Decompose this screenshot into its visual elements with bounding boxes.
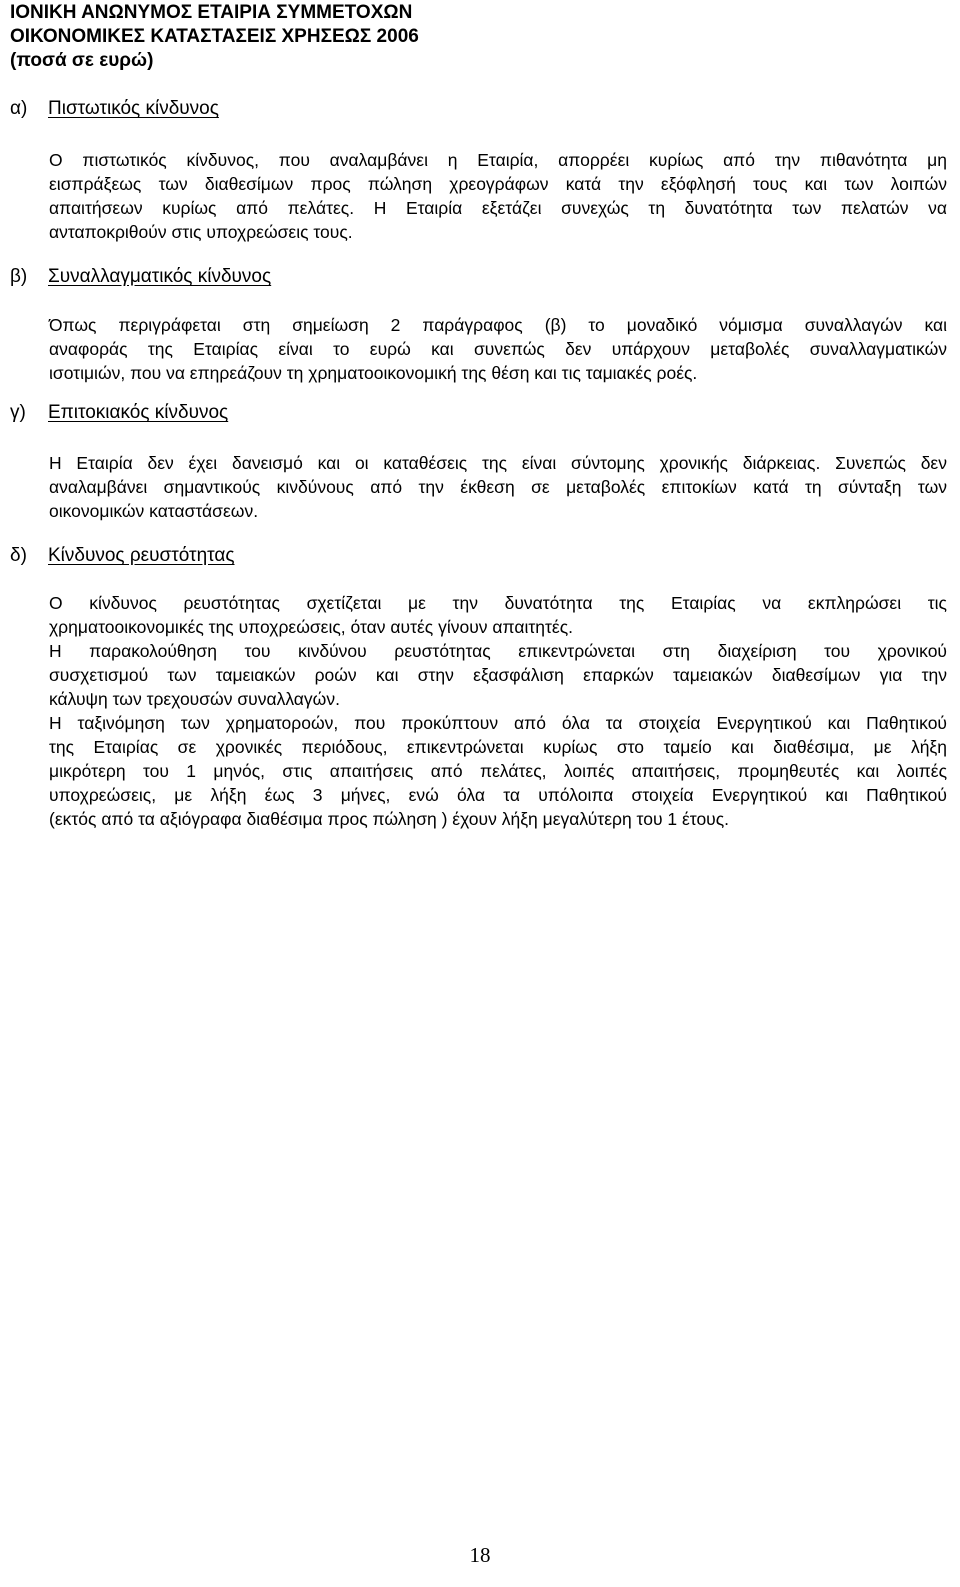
text-line: Ο πιστωτικός κίνδυνος, που αναλαμβάνει η Εταιρία, απορρέει κυρίως από την πιθανότητα μη xyxy=(49,150,947,170)
text-line: (εκτός από τα αξιόγραφα διαθέσιμα προς πώληση ) έχουν λήξη μεγαλύτερη του 1 έτους. xyxy=(49,809,730,829)
section-letter: α) xyxy=(10,98,28,119)
statements-title: ΟΙΚΟΝΟΜΙΚΕΣ ΚΑΤΑΣΤΑΣΕΙΣ ΧΡΗΣΕΩΣ 2006 xyxy=(10,26,419,47)
page-number: 18 xyxy=(469,1543,491,1567)
section-heading: Κίνδυνος ρευστότητας xyxy=(48,545,235,566)
text-line: συσχετισμού των ταμειακών ροών και στην εξασφάλιση επαρκών ταμειακών διαθεσίμων για την xyxy=(49,665,947,685)
text-line: ανταποκριθούν στις υποχρεώσεις τους. xyxy=(49,222,353,242)
text-line: Όπως περιγράφεται στη σημείωση 2 παράγραφος (β) το μοναδικό νόμισμα συναλλαγών και xyxy=(49,315,947,335)
section-letter: β) xyxy=(10,266,28,287)
section-letter: δ) xyxy=(10,545,27,566)
text-line: Η Εταιρία δεν έχει δανεισμό και οι καταθέσεις της είναι σύντομης χρονικής διάρκειας. Συνεπώς δεν xyxy=(49,453,947,473)
text-line: αναλαμβάνει σημαντικούς κινδύνους από την έκθεση σε μεταβολές επιτοκίων κατά τη σύνταξη των xyxy=(49,477,947,497)
section-interest-risk-title xyxy=(10,401,228,425)
section-heading: Επιτοκιακός κίνδυνος xyxy=(48,402,229,423)
text-line: ισοτιμιών, που να επηρεάζουν τη χρηματοοικονομική της θέση και τις ταμιακές ροές. xyxy=(49,363,698,383)
section-liquidity-risk-title xyxy=(10,544,235,568)
text-line: υποχρεώσεις, με λήξη έως 3 μήνες, ενώ όλα τα υπόλοιπα στοιχεία Ενεργητικού και Παθητικού xyxy=(49,785,947,805)
section-fx-risk-title xyxy=(10,265,271,289)
text-line: αναφοράς της Εταιρίας είναι το ευρώ και συνεπώς δεν υπάρχουν μεταβολές συναλλαγματικών xyxy=(49,339,947,359)
text-line: χρηματοοικονομικές της υποχρεώσεις, όταν αυτές γίνουν απαιτητές. xyxy=(49,617,574,637)
section-interest-risk-text xyxy=(49,451,947,523)
section-fx-risk-text xyxy=(49,313,947,385)
text-line: της Εταιρίας σε χρονικές περιόδους, επικεντρώνεται κυρίως στο ταμείο και διαθέσιμα, με λήξη xyxy=(49,737,947,757)
text-line: απαιτήσεων κυρίως από πελάτες. Η Εταιρία εξετάζει συνεχώς τη δυνατότητα των πελατών να xyxy=(49,198,947,218)
section-letter: γ) xyxy=(10,402,26,423)
text-line: κάλυψη των τρεχουσών συναλλαγών. xyxy=(49,689,340,709)
currency-note: (ποσά σε ευρώ) xyxy=(10,50,154,71)
text-line: Ο κίνδυνος ρευστότητας σχετίζεται με την δυνατότητα της Εταιρίας να εκπληρώσει τις xyxy=(49,593,947,613)
text-line: μικρότερη του 1 μηνός, στις απαιτήσεις από πελάτες, λοιπές απαιτήσεις, προμηθευτές και λοιπές xyxy=(49,761,947,781)
section-heading: Πιστωτικός κίνδυνος xyxy=(48,98,219,119)
section-credit-risk-title xyxy=(10,97,219,121)
section-credit-risk-text xyxy=(49,148,947,244)
company-name: ΙΟΝΙΚΗ ΑΝΩΝΥΜΟΣ ΕΤΑΙΡΙΑ ΣΥΜΜΕΤΟΧΩΝ xyxy=(10,2,413,23)
section-liquidity-risk-text xyxy=(49,591,947,831)
section-heading: Συναλλαγματικός κίνδυνος xyxy=(48,266,272,287)
document-header xyxy=(10,1,419,73)
text-line: Η ταξινόμηση των χρηματοροών, που προκύπτουν από όλα τα στοιχεία Ενεργητικού και Παθητικού xyxy=(49,713,947,733)
text-line: οικονομικών καταστάσεων. xyxy=(49,501,259,521)
text-line: Η παρακολούθηση του κινδύνου ρευστότητας επικεντρώνεται στη διαχείριση του χρονικού xyxy=(49,641,947,661)
text-line: εισπράξεως των διαθεσίμων προς πώληση χρεογράφων κατά την εξόφλησή τους και των λοιπών xyxy=(49,174,947,194)
